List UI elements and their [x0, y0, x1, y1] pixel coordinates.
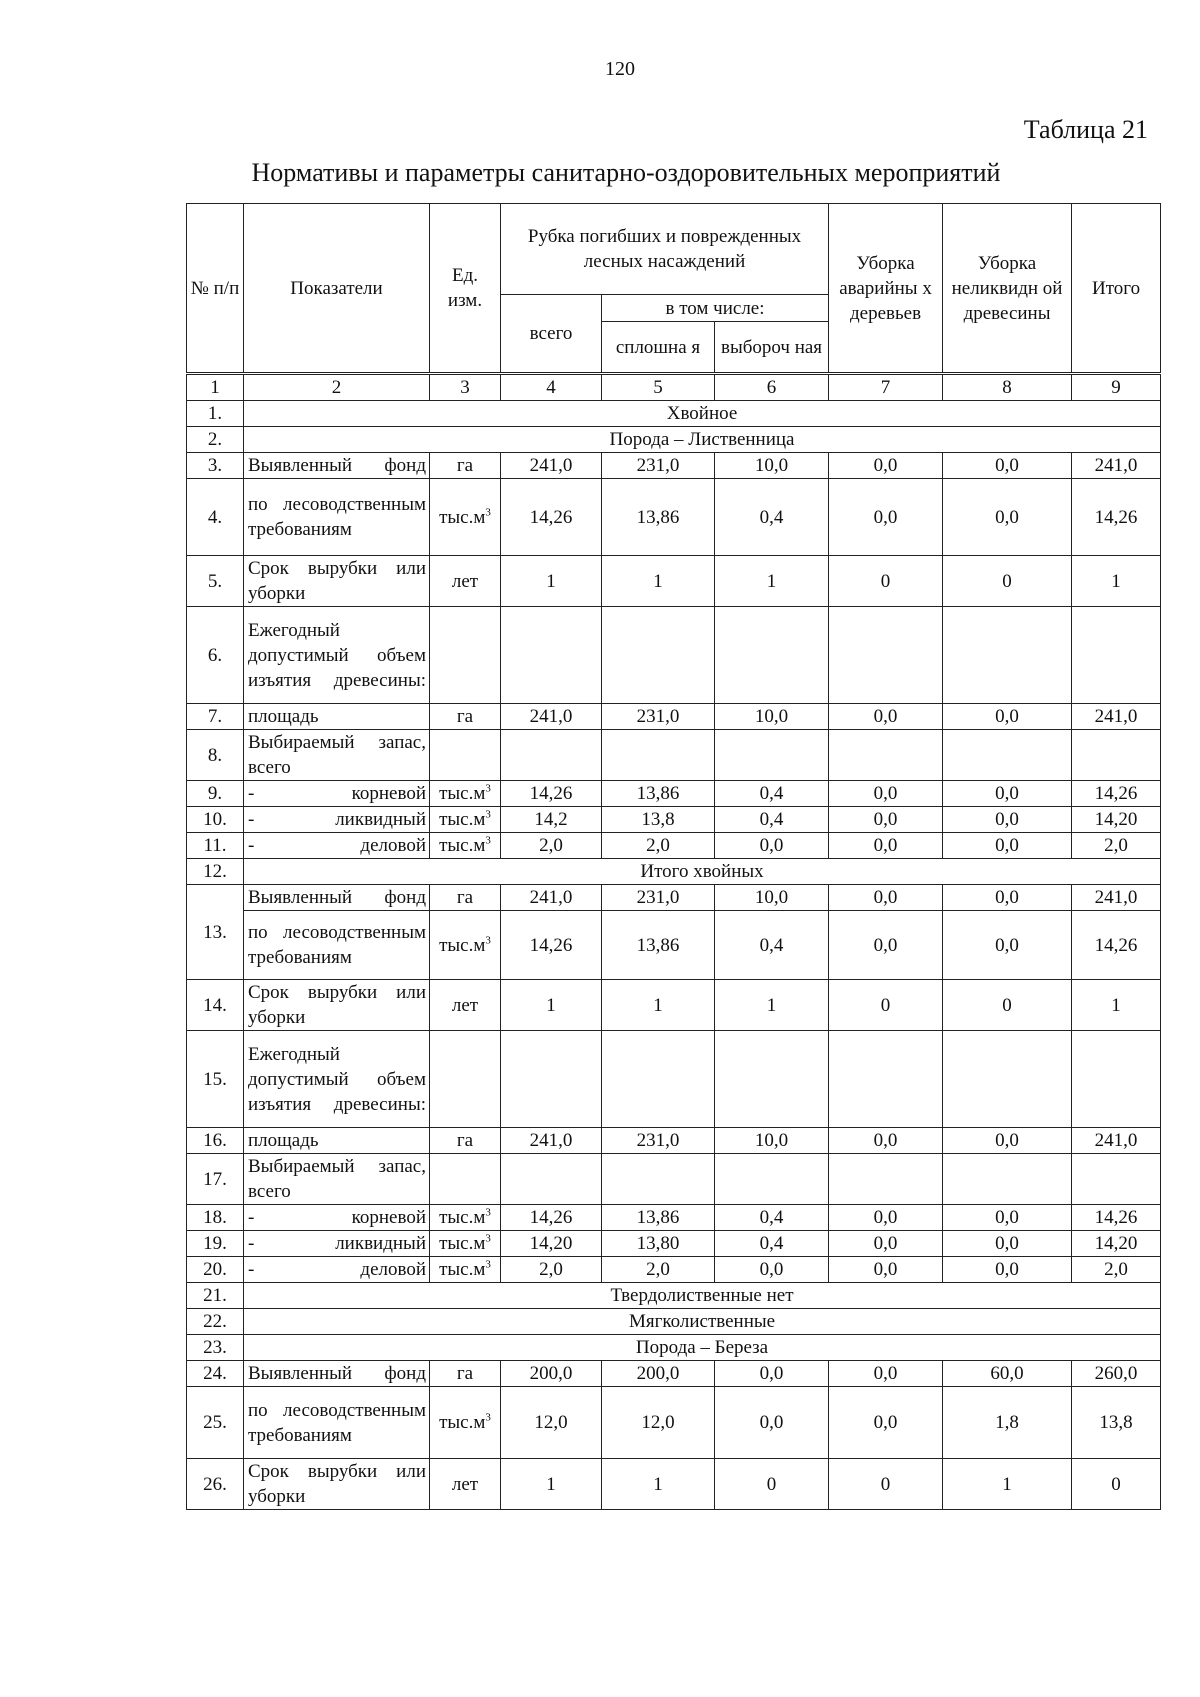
indicator-name: по лесоводственным требованиям — [244, 911, 430, 980]
value-total: 14,20 — [1072, 807, 1161, 833]
value-total-all: 2,0 — [501, 1257, 602, 1283]
unit-cell — [430, 980, 501, 1031]
value-clear: 2,0 — [602, 1257, 715, 1283]
value-selective: 10,0 — [715, 885, 829, 911]
value-windfall: 0,0 — [829, 1128, 943, 1154]
unit-text: тыс.м — [439, 1259, 486, 1280]
section-row — [187, 1309, 1161, 1335]
value-windfall: 0,0 — [829, 1361, 943, 1387]
unit-text: га — [456, 706, 474, 727]
indicator-name: Срок вырубки или уборки — [244, 556, 430, 607]
value-total-all — [501, 730, 602, 781]
value-total — [1072, 1031, 1161, 1128]
row-number: 6. — [187, 607, 244, 704]
value-clear: 13,8 — [602, 807, 715, 833]
value-windfall: 0 — [829, 1459, 943, 1510]
unit-cell — [430, 607, 501, 704]
unit-cell — [430, 833, 501, 859]
indicator-name: Выбираемый запас, всего — [244, 1154, 430, 1205]
value-clear: 1 — [602, 556, 715, 607]
value-total-all: 14,26 — [501, 1205, 602, 1231]
table-row — [187, 479, 1161, 556]
value-total-all — [501, 1154, 602, 1205]
value-total: 241,0 — [1072, 453, 1161, 479]
value-selective: 0,0 — [715, 1387, 829, 1459]
indicator-name: Ежегодный допустимый объем изъятия древесины: — [244, 1031, 430, 1128]
table-row — [187, 1154, 1161, 1205]
value-clear: 13,86 — [602, 911, 715, 980]
indicator-name: площадь — [244, 704, 430, 730]
table-row — [187, 1361, 1161, 1387]
table-row — [187, 980, 1161, 1031]
section-title: Мягколиственные — [244, 1309, 1161, 1335]
column-numbers-row — [187, 374, 1161, 401]
table-row — [187, 1231, 1161, 1257]
value-total-all: 1 — [501, 980, 602, 1031]
value-illiquid: 1,8 — [943, 1387, 1072, 1459]
unit-cell — [430, 1459, 501, 1510]
unit-cell — [430, 807, 501, 833]
section-title: Хвойное — [244, 401, 1161, 427]
unit-text: га — [456, 1130, 474, 1151]
value-windfall — [829, 730, 943, 781]
value-windfall: 0 — [829, 556, 943, 607]
header-selective: выбороч ная — [715, 322, 829, 374]
value-windfall: 0,0 — [829, 479, 943, 556]
value-total — [1072, 730, 1161, 781]
unit-superscript: 3 — [485, 934, 491, 947]
value-total-all: 241,0 — [501, 885, 602, 911]
column-number: 4 — [501, 374, 602, 401]
value-illiquid: 0,0 — [943, 1205, 1072, 1231]
value-total: 14,20 — [1072, 1231, 1161, 1257]
value-windfall: 0,0 — [829, 1205, 943, 1231]
value-total-all: 14,26 — [501, 781, 602, 807]
value-selective — [715, 1154, 829, 1205]
row-number: 19. — [187, 1231, 244, 1257]
value-selective — [715, 607, 829, 704]
indicator-name: - корневой — [244, 781, 430, 807]
table-row — [187, 1257, 1161, 1283]
column-number: 3 — [430, 374, 501, 401]
value-total — [1072, 1154, 1161, 1205]
value-windfall: 0,0 — [829, 807, 943, 833]
value-total-all: 14,2 — [501, 807, 602, 833]
value-total: 241,0 — [1072, 704, 1161, 730]
value-selective: 10,0 — [715, 1128, 829, 1154]
value-clear: 2,0 — [602, 833, 715, 859]
value-clear: 12,0 — [602, 1387, 715, 1459]
row-number: 7. — [187, 704, 244, 730]
value-total — [1072, 607, 1161, 704]
unit-text: тыс.м — [439, 1207, 486, 1228]
row-number: 16. — [187, 1128, 244, 1154]
value-clear: 1 — [602, 980, 715, 1031]
table-row — [187, 1387, 1161, 1459]
value-total: 0 — [1072, 1459, 1161, 1510]
section-title: Порода – Береза — [244, 1335, 1161, 1361]
value-selective: 1 — [715, 980, 829, 1031]
value-selective: 10,0 — [715, 704, 829, 730]
unit-text: тыс.м — [439, 835, 486, 856]
indicator-name: - ликвидный — [244, 1231, 430, 1257]
column-number: 1 — [187, 374, 244, 401]
indicator-name: - деловой — [244, 1257, 430, 1283]
indicator-name: Срок вырубки или уборки — [244, 1459, 430, 1510]
value-illiquid: 0,0 — [943, 833, 1072, 859]
value-selective: 0,0 — [715, 833, 829, 859]
unit-superscript: 3 — [485, 1232, 491, 1245]
unit-text: лет — [451, 1473, 479, 1495]
header-windfall: Уборка аварийны х деревьев — [829, 204, 943, 374]
value-total-all: 14,26 — [501, 911, 602, 980]
indicator-name: по лесоводственным требованиям — [244, 1387, 430, 1459]
value-windfall: 0 — [829, 980, 943, 1031]
unit-cell — [430, 556, 501, 607]
table-row — [187, 1031, 1161, 1128]
value-illiquid: 0,0 — [943, 781, 1072, 807]
value-clear: 1 — [602, 1459, 715, 1510]
row-number: 11. — [187, 833, 244, 859]
unit-text: тыс.м — [439, 1233, 486, 1254]
value-total: 14,26 — [1072, 911, 1161, 980]
row-number: 18. — [187, 1205, 244, 1231]
value-total-all: 1 — [501, 556, 602, 607]
header-total-all: всего — [501, 295, 602, 374]
indicator-name: - корневой — [244, 1205, 430, 1231]
header-unit: Ед. изм. — [430, 204, 501, 374]
table-row — [187, 885, 1161, 911]
unit-cell — [430, 1387, 501, 1459]
value-total: 1 — [1072, 980, 1161, 1031]
column-number: 7 — [829, 374, 943, 401]
value-illiquid: 0,0 — [943, 704, 1072, 730]
value-windfall — [829, 1031, 943, 1128]
value-selective — [715, 1031, 829, 1128]
value-selective: 0,4 — [715, 911, 829, 980]
value-windfall: 0,0 — [829, 885, 943, 911]
page-number: 120 — [605, 58, 635, 80]
value-total: 14,26 — [1072, 479, 1161, 556]
value-clear: 231,0 — [602, 885, 715, 911]
value-illiquid: 0,0 — [943, 1257, 1072, 1283]
table-row — [187, 704, 1161, 730]
unit-superscript: 3 — [485, 1411, 491, 1424]
indicator-name: - ликвидный — [244, 807, 430, 833]
value-illiquid: 0,0 — [943, 911, 1072, 980]
indicator-name: Выявленный фонд — [244, 1361, 430, 1387]
row-number: 9. — [187, 781, 244, 807]
column-number: 6 — [715, 374, 829, 401]
row-number: 25. — [187, 1387, 244, 1459]
indicator-name: по лесоводственным требованиям — [244, 479, 430, 556]
value-clear: 231,0 — [602, 1128, 715, 1154]
section-title: Твердолиственные нет — [244, 1283, 1161, 1309]
value-total: 14,26 — [1072, 1205, 1161, 1231]
unit-superscript: 3 — [485, 782, 491, 795]
header-total: Итого — [1072, 204, 1161, 374]
value-illiquid: 0,0 — [943, 1231, 1072, 1257]
norms-table — [186, 203, 1161, 1510]
unit-cell — [430, 911, 501, 980]
value-illiquid: 0,0 — [943, 807, 1072, 833]
unit-cell — [430, 781, 501, 807]
value-illiquid: 0,0 — [943, 479, 1072, 556]
value-selective — [715, 730, 829, 781]
section-row — [187, 859, 1161, 885]
header-cutting-group: Рубка погибших и поврежденных лесных насаждений — [501, 204, 829, 295]
value-selective: 0,4 — [715, 781, 829, 807]
value-clear: 231,0 — [602, 453, 715, 479]
value-total-all: 241,0 — [501, 453, 602, 479]
value-illiquid: 0,0 — [943, 453, 1072, 479]
value-windfall: 0,0 — [829, 453, 943, 479]
header-illiquid: Уборка неликвидн ой древесины — [943, 204, 1072, 374]
row-number: 22. — [187, 1309, 244, 1335]
value-total: 241,0 — [1072, 1128, 1161, 1154]
value-windfall — [829, 607, 943, 704]
header-indicator: Показатели — [244, 204, 430, 374]
row-number: 13. — [187, 885, 244, 980]
row-number: 5. — [187, 556, 244, 607]
unit-superscript: 3 — [485, 506, 491, 519]
value-selective: 0 — [715, 1459, 829, 1510]
unit-text: тыс.м — [439, 934, 486, 956]
value-total: 1 — [1072, 556, 1161, 607]
value-windfall: 0,0 — [829, 781, 943, 807]
row-number: 10. — [187, 807, 244, 833]
column-number: 9 — [1072, 374, 1161, 401]
row-number: 17. — [187, 1154, 244, 1205]
unit-superscript: 3 — [485, 808, 491, 821]
value-selective: 10,0 — [715, 453, 829, 479]
value-windfall: 0,0 — [829, 1387, 943, 1459]
value-illiquid: 0,0 — [943, 1128, 1072, 1154]
value-total: 13,8 — [1072, 1387, 1161, 1459]
value-illiquid — [943, 730, 1072, 781]
value-clear: 200,0 — [602, 1361, 715, 1387]
row-number: 3. — [187, 453, 244, 479]
indicator-name: Выбираемый запас, всего — [244, 730, 430, 781]
row-number: 2. — [187, 427, 244, 453]
unit-cell — [430, 1361, 501, 1387]
unit-text: га — [456, 455, 474, 476]
unit-cell — [430, 730, 501, 781]
table-row — [187, 911, 1161, 980]
row-number: 8. — [187, 730, 244, 781]
value-windfall: 0,0 — [829, 1257, 943, 1283]
header-num: № п/п — [187, 204, 244, 374]
value-total: 241,0 — [1072, 885, 1161, 911]
header-including: в том числе: — [602, 295, 829, 322]
value-clear: 13,86 — [602, 479, 715, 556]
value-illiquid — [943, 1154, 1072, 1205]
value-clear: 13,86 — [602, 781, 715, 807]
unit-text: тыс.м — [439, 506, 486, 528]
value-illiquid: 1 — [943, 1459, 1072, 1510]
table-row — [187, 1459, 1161, 1510]
value-total-all — [501, 1031, 602, 1128]
value-illiquid: 60,0 — [943, 1361, 1072, 1387]
value-clear — [602, 1031, 715, 1128]
unit-text: га — [456, 887, 474, 908]
row-number: 1. — [187, 401, 244, 427]
table-row — [187, 1128, 1161, 1154]
value-windfall: 0,0 — [829, 833, 943, 859]
value-clear — [602, 1154, 715, 1205]
column-number: 8 — [943, 374, 1072, 401]
value-selective: 1 — [715, 556, 829, 607]
row-number: 26. — [187, 1459, 244, 1510]
value-clear: 13,86 — [602, 1205, 715, 1231]
unit-cell — [430, 1231, 501, 1257]
indicator-name: Срок вырубки или уборки — [244, 980, 430, 1031]
unit-text: тыс.м — [439, 1412, 486, 1433]
value-illiquid: 0,0 — [943, 885, 1072, 911]
unit-cell — [430, 479, 501, 556]
unit-superscript: 3 — [485, 834, 491, 847]
unit-cell — [430, 453, 501, 479]
value-total-all: 1 — [501, 1459, 602, 1510]
row-number: 12. — [187, 859, 244, 885]
value-total-all: 241,0 — [501, 704, 602, 730]
value-illiquid: 0 — [943, 556, 1072, 607]
value-total-all: 14,26 — [501, 479, 602, 556]
value-windfall: 0,0 — [829, 704, 943, 730]
unit-text: лет — [451, 570, 479, 592]
row-number: 21. — [187, 1283, 244, 1309]
unit-cell — [430, 704, 501, 730]
value-illiquid — [943, 607, 1072, 704]
row-number: 23. — [187, 1335, 244, 1361]
unit-superscript: 3 — [485, 1258, 491, 1271]
table-row — [187, 453, 1161, 479]
value-clear: 13,80 — [602, 1231, 715, 1257]
table-row — [187, 781, 1161, 807]
value-windfall — [829, 1154, 943, 1205]
table-row — [187, 556, 1161, 607]
table-label: Таблица 21 — [1023, 115, 1148, 144]
table-row — [187, 807, 1161, 833]
row-number: 4. — [187, 479, 244, 556]
value-illiquid: 0 — [943, 980, 1072, 1031]
header-clear: сплошна я — [602, 322, 715, 374]
section-row — [187, 427, 1161, 453]
unit-text: га — [456, 1363, 474, 1384]
unit-text: лет — [451, 994, 479, 1016]
value-total-all: 241,0 — [501, 1128, 602, 1154]
table-title: Нормативы и параметры санитарно-оздоровительных мероприятий — [251, 158, 1001, 187]
section-row — [187, 401, 1161, 427]
value-total-all: 2,0 — [501, 833, 602, 859]
unit-cell — [430, 885, 501, 911]
table-row — [187, 607, 1161, 704]
value-clear — [602, 730, 715, 781]
value-clear — [602, 607, 715, 704]
indicator-name: Выявленный фонд — [244, 885, 430, 911]
unit-cell — [430, 1031, 501, 1128]
indicator-name: - деловой — [244, 833, 430, 859]
value-total: 14,26 — [1072, 781, 1161, 807]
unit-cell — [430, 1128, 501, 1154]
indicator-name: площадь — [244, 1128, 430, 1154]
value-selective: 0,4 — [715, 479, 829, 556]
value-total: 260,0 — [1072, 1361, 1161, 1387]
unit-text: тыс.м — [439, 783, 486, 804]
row-number: 24. — [187, 1361, 244, 1387]
indicator-name: Выявленный фонд — [244, 453, 430, 479]
section-title: Итого хвойных — [244, 859, 1161, 885]
value-selective: 0,0 — [715, 1361, 829, 1387]
table-row — [187, 1205, 1161, 1231]
table-row — [187, 833, 1161, 859]
section-row — [187, 1335, 1161, 1361]
column-number: 5 — [602, 374, 715, 401]
unit-superscript: 3 — [485, 1206, 491, 1219]
value-clear: 231,0 — [602, 704, 715, 730]
section-title: Порода – Лиственница — [244, 427, 1161, 453]
value-selective: 0,0 — [715, 1257, 829, 1283]
value-total: 2,0 — [1072, 833, 1161, 859]
value-illiquid — [943, 1031, 1072, 1128]
indicator-name: Ежегодный допустимый объем изъятия древесины: — [244, 607, 430, 704]
unit-text: тыс.м — [439, 809, 486, 830]
value-total-all: 12,0 — [501, 1387, 602, 1459]
value-selective: 0,4 — [715, 807, 829, 833]
row-number: 15. — [187, 1031, 244, 1128]
row-number: 20. — [187, 1257, 244, 1283]
value-total-all: 14,20 — [501, 1231, 602, 1257]
unit-cell — [430, 1154, 501, 1205]
value-selective: 0,4 — [715, 1205, 829, 1231]
value-total-all — [501, 607, 602, 704]
section-row — [187, 1283, 1161, 1309]
value-total-all: 200,0 — [501, 1361, 602, 1387]
row-number: 14. — [187, 980, 244, 1031]
value-windfall: 0,0 — [829, 1231, 943, 1257]
column-number: 2 — [244, 374, 430, 401]
unit-cell — [430, 1205, 501, 1231]
value-total: 2,0 — [1072, 1257, 1161, 1283]
unit-cell — [430, 1257, 501, 1283]
value-windfall: 0,0 — [829, 911, 943, 980]
table-row — [187, 730, 1161, 781]
value-selective: 0,4 — [715, 1231, 829, 1257]
